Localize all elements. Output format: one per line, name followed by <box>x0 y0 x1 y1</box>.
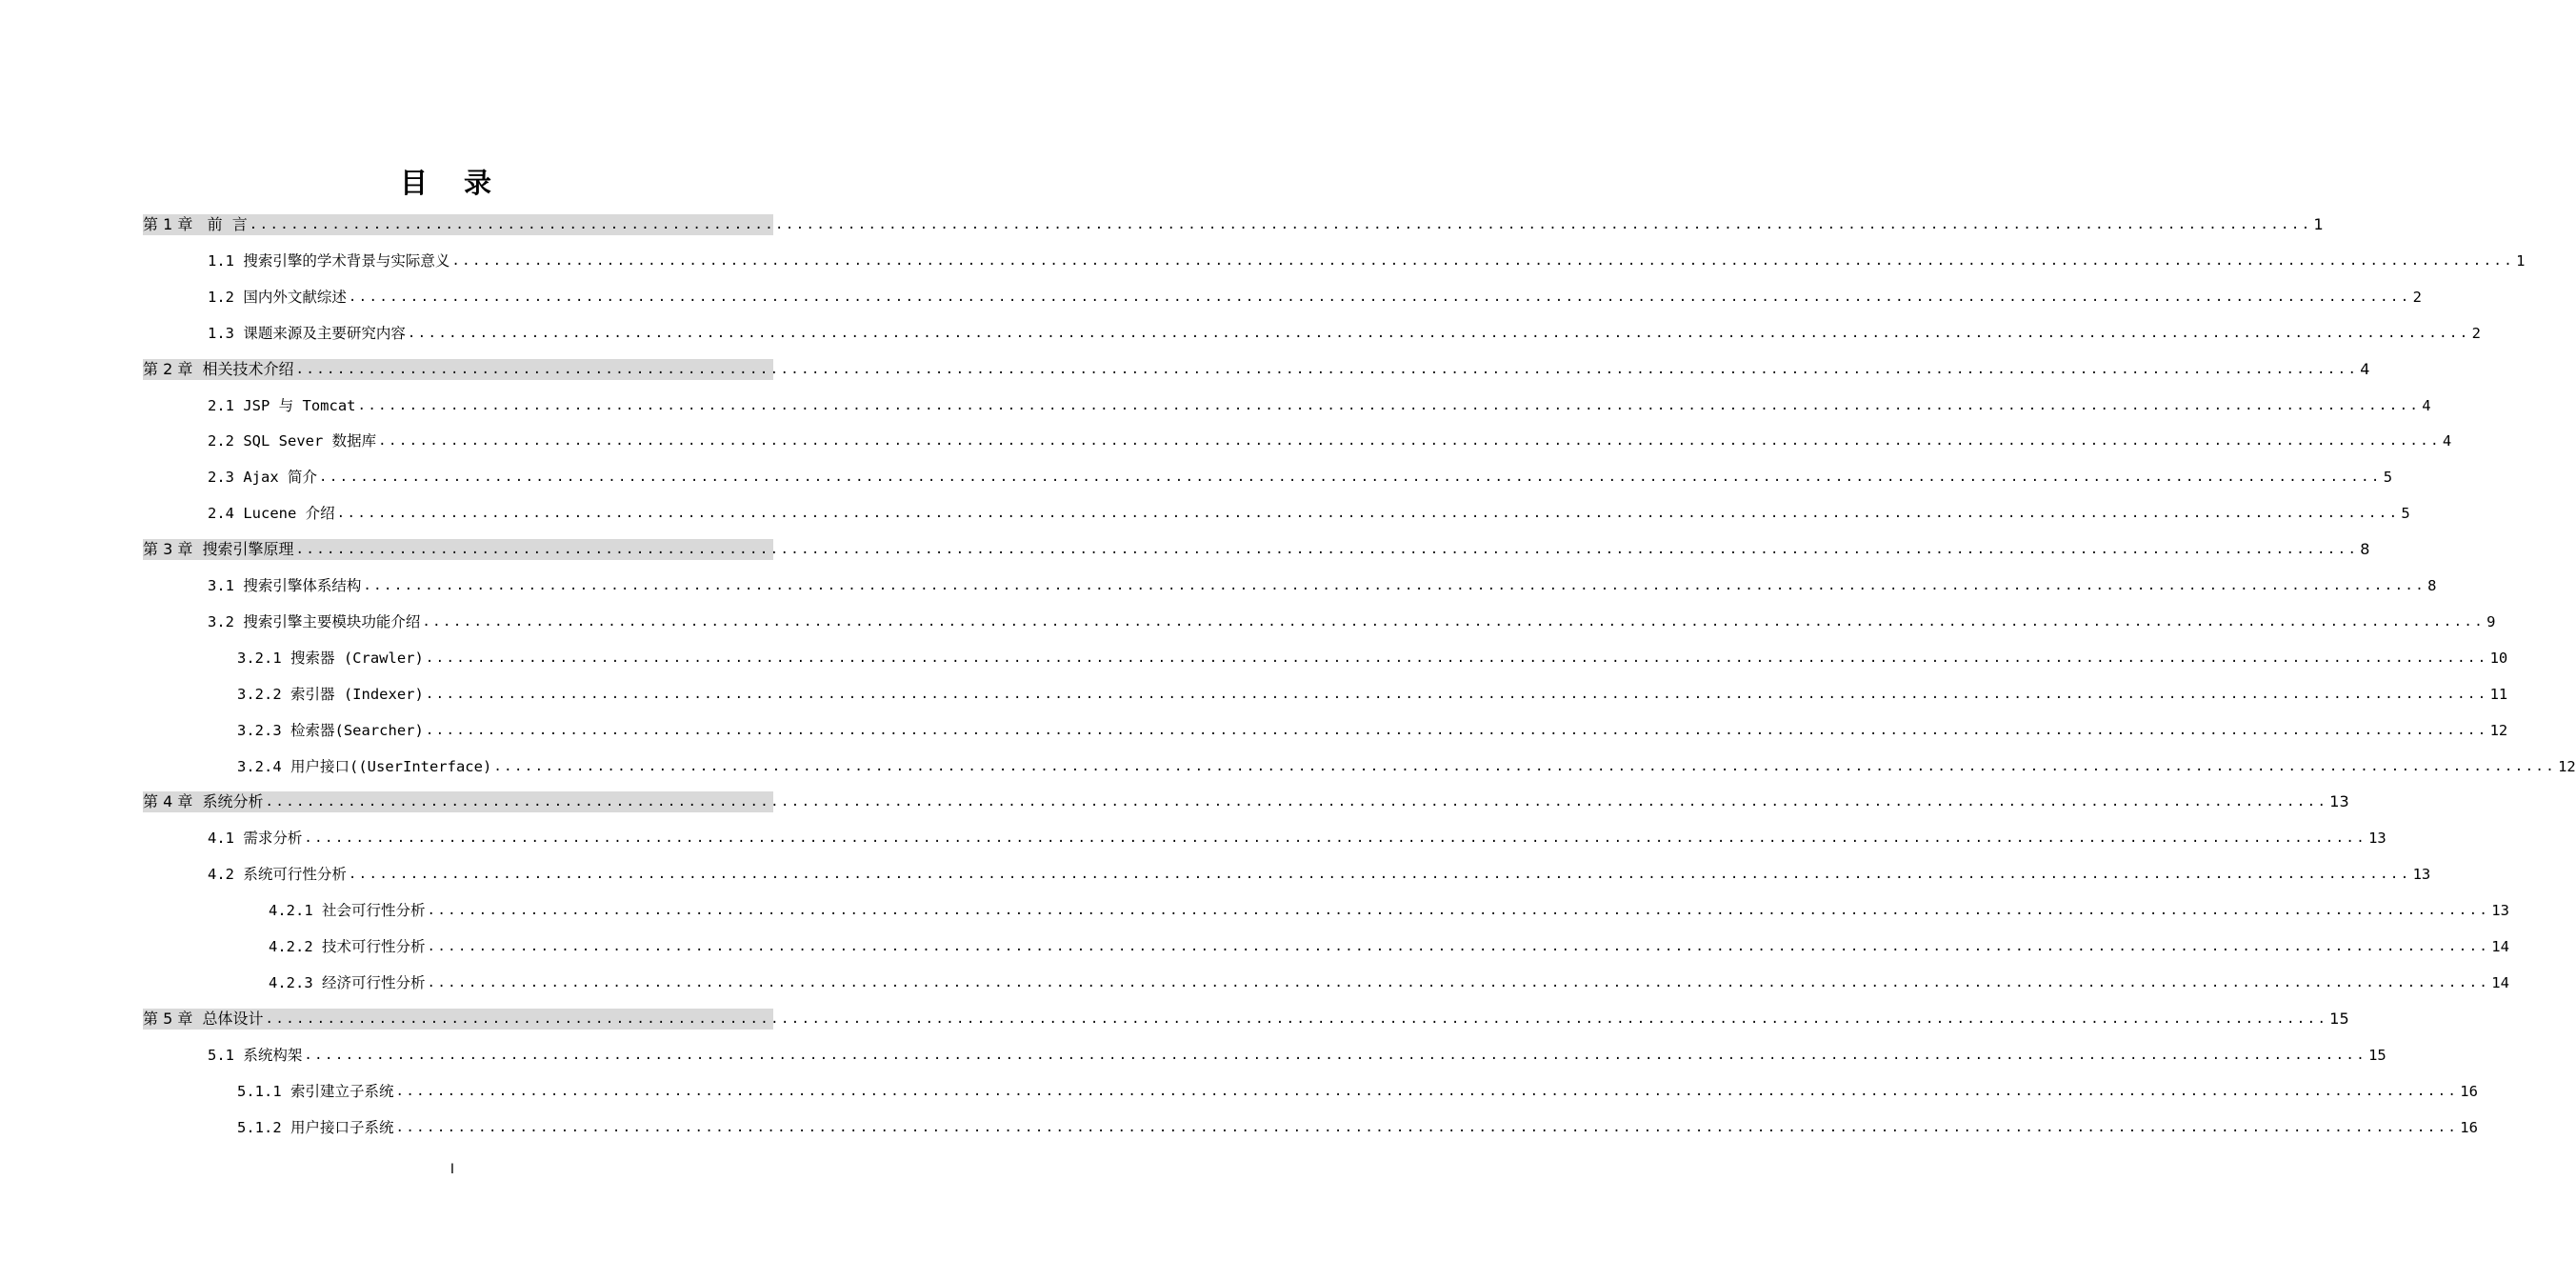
dot-leader: ........................................................................................................................................................................................................ <box>493 758 2557 774</box>
dot-leader: ........................................................................................................................................................................................................ <box>348 289 2411 305</box>
dot-leader: ........................................................................................................................................................................................................ <box>363 578 2426 593</box>
dot-leader: ........................................................................................................................................................................................................ <box>451 252 2515 269</box>
toc-entry-page-number: 15 <box>2329 1009 2349 1028</box>
toc-entry-page-number: 13 <box>2412 866 2431 884</box>
toc-chapter-entry[interactable] <box>143 359 2370 380</box>
toc-entry-label: 2.3 Ajax 简介 <box>208 469 317 487</box>
toc-entry-page-number: 12 <box>2558 757 2576 775</box>
toc-entry-label: 1.3 课题来源及主要研究内容 <box>208 324 406 342</box>
toc-entry-label: 第 1 章 前 言 <box>143 215 248 233</box>
toc-section-entry[interactable] <box>208 828 2386 849</box>
dot-leader: ........................................................................................................................................................................................................ <box>295 361 2359 377</box>
toc-section-entry[interactable] <box>269 972 2509 993</box>
dot-leader: ........................................................................................................................................................................................................ <box>427 903 2490 919</box>
toc-entry-label: 5.1 系统构架 <box>208 1046 303 1064</box>
toc-chapter-entry[interactable] <box>143 539 2370 560</box>
toc-section-entry[interactable] <box>208 250 2526 271</box>
toc-entry-label: 1.1 搜索引擎的学术背景与实际意义 <box>208 251 450 270</box>
toc-section-entry[interactable] <box>208 287 2422 308</box>
toc-entry-label: 3.2.4 用户接口((UserInterface) <box>237 757 492 775</box>
page-number-footer: I <box>449 1162 455 1177</box>
dot-leader: ........................................................................................................................................................................................................ <box>425 722 2488 738</box>
toc-entry-label: 3.2.2 索引器 (Indexer) <box>237 685 424 703</box>
dot-leader: ........................................................................................................................................................................................................ <box>378 433 2441 450</box>
toc-entry-label: 4.2 系统可行性分析 <box>208 866 347 884</box>
dot-leader: ........................................................................................................................................................................................................ <box>427 974 2490 990</box>
toc-entry-label: 5.1.1 索引建立子系统 <box>237 1082 394 1100</box>
toc-entry-label: 5.1.2 用户接口子系统 <box>237 1118 394 1136</box>
toc-entry-page-number: 8 <box>2427 577 2437 594</box>
toc-section-entry[interactable] <box>237 1081 2478 1102</box>
toc-section-entry[interactable] <box>208 467 2393 488</box>
toc-section-entry[interactable] <box>237 684 2508 705</box>
toc-title: 目 录 <box>399 167 506 199</box>
toc-entry-page-number: 13 <box>2368 830 2386 848</box>
dot-leader: ........................................................................................................................................................................................................ <box>304 1047 2367 1063</box>
toc-entry-page-number: 9 <box>2486 612 2496 630</box>
dot-leader: ........................................................................................................................................................................................................ <box>425 686 2488 702</box>
toc-entry-label: 1.2 国内外文献综述 <box>208 288 347 306</box>
toc-entry-page-number: 12 <box>2489 721 2508 739</box>
dot-leader: ........................................................................................................................................................................................................ <box>336 506 2400 522</box>
dot-leader: ........................................................................................................................................................................................................ <box>249 217 2312 232</box>
toc-entry-label: 4.2.3 经济可行性分析 <box>269 973 426 991</box>
toc-entry-page-number: 13 <box>2329 792 2349 811</box>
toc-chapter-entry[interactable] <box>143 1009 2349 1030</box>
toc-section-entry[interactable] <box>208 1045 2386 1066</box>
dot-leader: ........................................................................................................................................................................................................ <box>407 325 2470 341</box>
toc-section-entry[interactable] <box>208 323 2481 344</box>
toc-entry-page-number: 4 <box>2422 396 2431 414</box>
toc-entry-page-number: 4 <box>2360 359 2370 378</box>
dot-leader: ........................................................................................................................................................................................................ <box>395 1083 2459 1099</box>
dot-leader: ........................................................................................................................................................................................................ <box>348 867 2411 883</box>
toc-entry-label: 3.2 搜索引擎主要模块功能介绍 <box>208 612 421 630</box>
toc-chapter-entry[interactable] <box>143 214 2324 235</box>
toc-section-entry[interactable] <box>269 900 2509 921</box>
toc-entry-label: 4.1 需求分析 <box>208 830 303 848</box>
toc-section-entry[interactable] <box>208 864 2431 885</box>
toc-section-entry[interactable] <box>237 1117 2478 1138</box>
toc-entry-page-number: 15 <box>2368 1046 2386 1064</box>
toc-entry-page-number: 1 <box>2313 215 2324 233</box>
toc-entry-page-number: 1 <box>2516 251 2526 270</box>
dot-leader: ........................................................................................................................................................................................................ <box>304 830 2367 847</box>
toc-entry-page-number: 14 <box>2491 938 2509 955</box>
toc-entry-label: 4.2.1 社会可行性分析 <box>269 902 426 920</box>
toc-section-entry[interactable] <box>208 611 2496 632</box>
toc-entry-label: 第 4 章 系统分析 <box>143 792 264 811</box>
dot-leader: ........................................................................................................................................................................................................ <box>427 939 2490 954</box>
toc-section-entry[interactable] <box>237 756 2576 777</box>
toc-section-entry[interactable] <box>208 575 2437 596</box>
toc-section-entry[interactable] <box>237 648 2508 669</box>
toc-entry-page-number: 16 <box>2460 1118 2478 1136</box>
toc-entry-label: 第 2 章 相关技术介绍 <box>143 359 294 378</box>
toc-entry-page-number: 5 <box>2401 505 2410 523</box>
toc-entry-page-number: 4 <box>2442 432 2452 450</box>
toc-entry-page-number: 16 <box>2460 1082 2478 1100</box>
toc-entry-label: 第 3 章 搜索引擎原理 <box>143 540 294 559</box>
toc-entry-label: 3.2.1 搜索器 (Crawler) <box>237 649 424 667</box>
toc-entry-label: 2.1 JSP 与 Tomcat <box>208 396 356 414</box>
toc-section-entry[interactable] <box>208 503 2410 524</box>
toc-entry-page-number: 10 <box>2489 649 2508 667</box>
toc-entry-label: 2.4 Lucene 介绍 <box>208 505 335 523</box>
dot-leader: ........................................................................................................................................................................................................ <box>425 650 2488 666</box>
toc-section-entry[interactable] <box>208 395 2431 416</box>
dot-leader: ........................................................................................................................................................................................................ <box>295 542 2359 558</box>
toc-chapter-entry[interactable] <box>143 791 2349 812</box>
dot-leader: ........................................................................................................................................................................................................ <box>265 1010 2328 1027</box>
toc-entry-label: 3.1 搜索引擎体系结构 <box>208 577 362 594</box>
toc-entry-page-number: 2 <box>2471 324 2481 342</box>
toc-entry-page-number: 11 <box>2489 685 2508 703</box>
dot-leader: ........................................................................................................................................................................................................ <box>395 1119 2459 1135</box>
dot-leader: ........................................................................................................................................................................................................ <box>357 397 2421 413</box>
toc-entry-label: 2.2 SQL Sever 数据库 <box>208 432 377 450</box>
toc-entry-page-number: 5 <box>2383 469 2393 487</box>
toc-section-entry[interactable] <box>237 720 2508 741</box>
toc-entry-label: 第 5 章 总体设计 <box>143 1009 264 1028</box>
toc-entry-label: 3.2.3 检索器(Searcher) <box>237 721 424 739</box>
toc-entry-page-number: 8 <box>2360 540 2370 559</box>
dot-leader: ........................................................................................................................................................................................................ <box>265 794 2328 810</box>
toc-section-entry[interactable] <box>269 936 2509 957</box>
toc-section-entry[interactable] <box>208 430 2452 451</box>
dot-leader: ........................................................................................................................................................................................................ <box>319 470 2382 486</box>
dot-leader: ........................................................................................................................................................................................................ <box>422 613 2486 630</box>
toc-entry-label: 4.2.2 技术可行性分析 <box>269 938 426 955</box>
toc-entry-page-number: 2 <box>2412 288 2422 306</box>
toc-entry-page-number: 13 <box>2491 902 2509 920</box>
toc-entry-page-number: 14 <box>2491 973 2509 991</box>
